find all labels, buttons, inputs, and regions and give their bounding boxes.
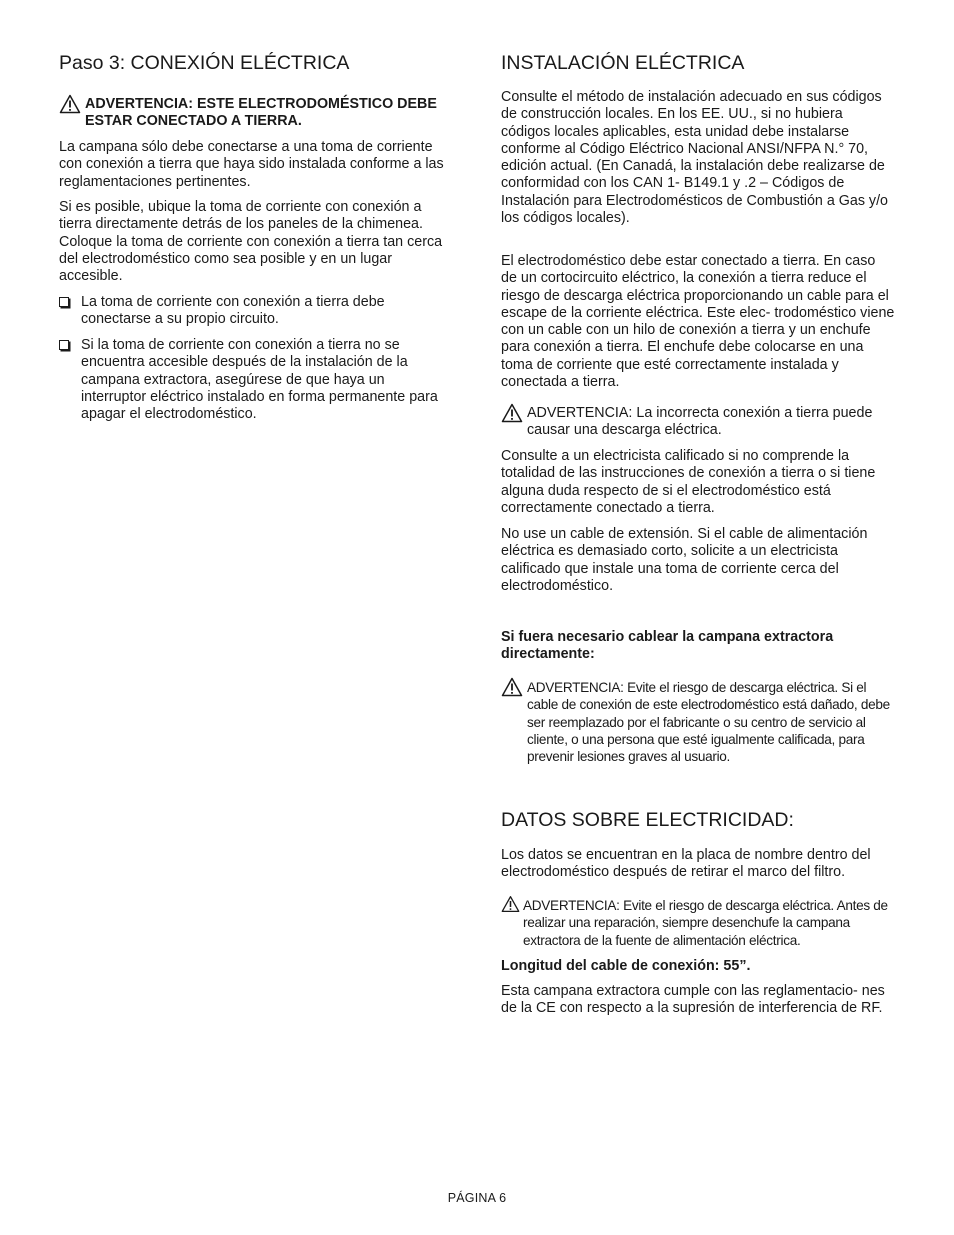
checklist-item [59,337,451,423]
cable-damage-warning [501,679,895,765]
right-para-4: No use un cable de extensión. Si el cable de alimentación eléctrica es demasiado corto, solicite a un electricista calificado que instale una toma de corriente cerca del electrodoméstico. [501,526,868,594]
checklist-item-text: Si la toma de corriente con conexión a tierra no se encuentra accesible después de la instalación de la campana extractora, asegúrese de que haya un interruptor eléctrico instalado en forma permanente para apagar el electrodoméstico. [81,337,438,423]
repair-warning-text: ADVERTENCIA: Evite el riesgo de descarga eléctrica. Antes de realizar una reparación, siempre desenchufe la campana extractora de la fuente de alimentación eléctrica. [523,898,888,948]
right-para-2: El electrodoméstico debe estar conectado a tierra. En caso de un cortocircuito eléctrico, la conexión a tierra reduce el riesgo de descarga eléctrica proporcionando un cable para el escape de la corriente eléctrica. Este elec- trodoméstico viene con un cable con un hilo de conexión a tierra y un enchufe para conexión a tierra. El enchufe debe colocarse en una toma de corriente que esté correctamente instalada y conectada a tierra. [501,253,895,391]
warning-triangle-icon [501,677,523,697]
warning-triangle-icon [501,403,523,423]
grounding-warning [501,405,895,440]
left-para-1: La campana sólo debe conectarse a una toma de corriente con conexión a tierra que haya sido instalada conforme a las reglamentaciones pertinentes. [59,139,444,190]
direct-wiring-subheading: Si fuera necesario cablear la campana extractora directamente: [501,629,834,663]
cable-length: Longitud del cable de conexión: 55”. [501,958,751,974]
left-para-2: Si es posible, ubique la toma de corriente con conexión a tierra directamente detrás de los paneles de la chimenea. Coloque la toma de corriente con conexión a tierra tan cerca del electrodoméstico como sea posible y en un lugar accesible. [59,199,443,285]
warning-triangle-icon [501,895,520,913]
right-para-1: Consulte el método de instalación adecuado en sus códigos de construcción locales. En los EE. UU., si no hubiera códigos locales aplicables, esta unidad debe instalarse conforme al Código Eléctrico Nacional ANSI/NFPA N.° 70, edición actual. (En Canadá, la instalación debe realizarse de conformidad con los CAN 1- B149.1 y .2 – Códigos de Instalación para Electrodomésticos de Combustión a Gas y/o los códigos locales). [501,89,889,227]
right-para-5: Los datos se encuentran en la placa de nombre dentro del electrodoméstico después de retirar el marco del filtro. [501,847,871,881]
right-para-6: Esta campana extractora cumple con las reglamentacio- nes de la CE con respecto a la supresión de interferencia de RF. [501,983,885,1017]
checklist-item [59,294,451,329]
right-para-3: Consulte a un electricista calificado si no comprende la totalidad de las instrucciones de conexión a tierra o si tiene alguna duda respecto de si el electrodoméstico está correctamente conectado a tierra. [501,448,876,516]
warning-triangle-icon [59,94,81,114]
checklist-item-text: La toma de corriente con conexión a tierra debe conectarse a su propio circuito. [81,294,385,328]
checkbox-bullet-icon [59,340,69,350]
grounding-warning-text: ADVERTENCIA: La incorrecta conexión a tierra puede causar una descarga eléctrica. [527,405,873,439]
section-heading-electrical-data: DATOS SOBRE ELECTRICIDAD: [501,809,794,831]
repair-warning [501,897,895,949]
cable-damage-warning-text: ADVERTENCIA: Evite el riesgo de descarga eléctrica. Si el cable de conexión de este electrodoméstico está dañado, debe ser reemplazado por el fabricante o su centro de servicio al cliente, o una persona que esté igualmente calificada, para prevenir lesiones graves al usuario. [527,680,890,765]
page-number: PÁGINA 6 [447,1191,507,1205]
ground-warning [59,96,451,131]
section-heading-installation: INSTALACIÓN ELÉCTRICA [501,52,745,74]
ground-warning-text: ADVERTENCIA: ESTE ELECTRODOMÉSTICO DEBE ESTAR CONECTADO A TIERRA. [85,96,437,130]
checkbox-bullet-icon [59,297,69,307]
section-heading-step3: Paso 3: CONEXIÓN ELÉCTRICA [59,52,350,74]
